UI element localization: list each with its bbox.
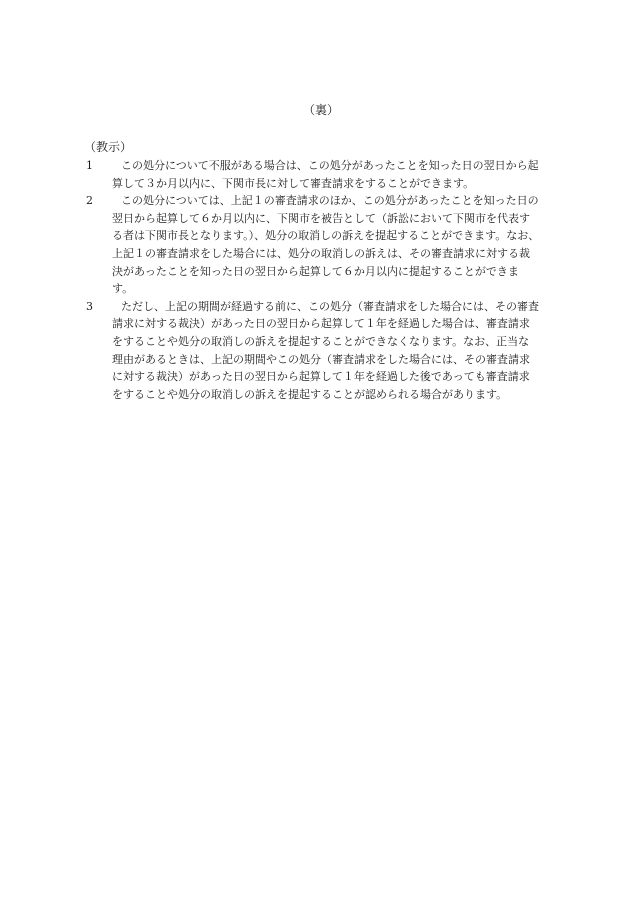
text-line: 請求に対する裁決）があった日の翌日から起算して１年を経過した場合は、審査請求 [112, 317, 530, 331]
item-text [100, 298, 539, 404]
text-line: 上記１の審査請求をした場合には、処分の取消しの訴えは、その審査請求に対する裁 [112, 246, 530, 260]
text-line: る者は下関市長となります。）、処分の取消しの訴えを提起することができます。なお、 [112, 229, 540, 243]
instruction-item-1 [86, 157, 539, 192]
instruction-item-2 [86, 192, 540, 298]
text-line: 理由があるときは、上記の期間やこの処分（審査請求をした場合には、その審査請求 [112, 352, 530, 366]
instruction-item-3 [86, 298, 539, 404]
text-line: 算して３か月以内に、下関市長に対して審査請求をすることができます。 [112, 176, 475, 190]
item-number: 1 [86, 159, 93, 172]
item-number: 2 [86, 194, 93, 208]
text-line: 翌日から起算して６か月以内に、下関市を被告として（訴訟において下関市を代表す [112, 211, 530, 225]
item-number: 3 [86, 299, 93, 313]
text-line: ただし、上記の期間が経過する前に、この処分（審査請求をした場合には、その審査 [121, 299, 539, 313]
text-line: この処分について不服がある場合は、この処分があったことを知った日の翌日から起 [121, 159, 539, 172]
section-heading: （教示） [84, 140, 133, 154]
text-line: をすることや処分の取消しの訴えを提起することができなくなります。なお、正当な [112, 334, 530, 348]
text-line: に対する裁決）があった日の翌日から起算して１年を経過した後であっても審査請求 [112, 370, 530, 384]
text-line: この処分については、上記１の審査請求のほか、この処分があったことを知った日の [121, 194, 539, 208]
item-text [100, 157, 539, 192]
text-line: す。 [112, 282, 134, 296]
page-side-marker: （裏） [302, 103, 339, 117]
instruction-list [86, 157, 540, 403]
text-line: 決があったことを知った日の翌日から起算して６か月以内に提起することができま [112, 264, 519, 278]
text-line: をすることや処分の取消しの訴えを提起することが認められる場合があります。 [112, 387, 508, 401]
item-text [100, 192, 540, 298]
